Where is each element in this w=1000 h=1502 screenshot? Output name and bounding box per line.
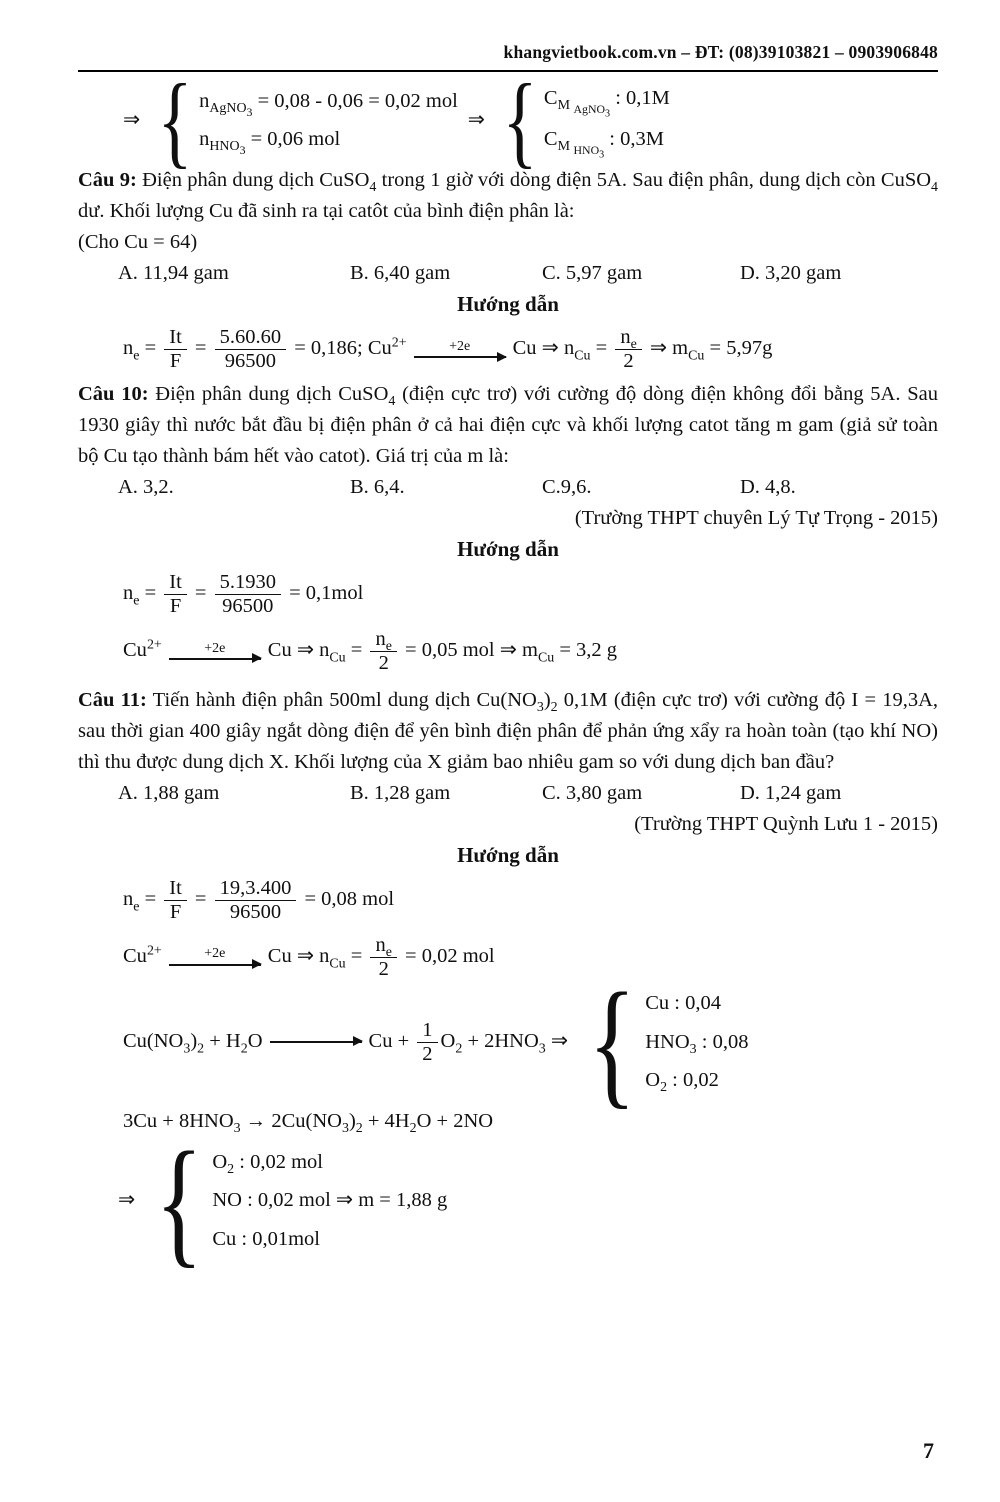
question-10-attribution: (Trường THPT chuyên Lý Tự Trọng - 2015): [574, 507, 938, 530]
equation-line: $C_{M _{HNO_3}}$ : 0,3M: [543, 128, 664, 161]
question-11-solution-line-1: [123, 877, 938, 924]
question-9-note: (Cho Cu = 64): [78, 231, 198, 254]
option-b: B. 1,28 gam: [350, 782, 451, 805]
equation-line: $Cu(NO_3)_2 + H_2O$ Cu + $\frac{1}{2}$ $O_2 + 2HNO_3$ ⇒: [123, 1018, 569, 1065]
question-9-options: [78, 258, 938, 289]
equation-line: Cu : 0,01mol: [212, 1227, 320, 1250]
solution-heading: Hướng dẫn: [457, 537, 559, 562]
page-number: 7: [923, 1438, 934, 1463]
question-10-text: Điện phân dung dịch CuSO$_4$ (điện cực trơ) với cường độ dòng điện không đổi bằng 5A. Sau 1930 giây thì nước bắt đầu bị điện phân ở cả hai điện cực và khối lượng catot tăng m gam (giả sử toàn bộ Cu tạo thành bám hết vào catot). Giá trị của m là:: [78, 383, 938, 468]
question-11-reaction-1: [123, 963, 938, 1122]
question-11-options: [78, 778, 938, 809]
option-c: C. 5,97 gam: [542, 262, 643, 285]
brace-system-products: { Cu : 0,04 $HNO_3$ : 0,08 $O_2$ : 0,02: [588, 963, 749, 1122]
option-c: C. 3,80 gam: [542, 782, 643, 805]
question-11-solution-line-2: [123, 934, 938, 981]
question-11-stem: [78, 685, 938, 778]
question-10-stem: [78, 379, 938, 472]
option-d: D. 1,24 gam: [740, 782, 842, 805]
equation-line: $n_{HNO_3} = 0,06$ mol: [199, 128, 341, 158]
option-b: B. 6,40 gam: [350, 262, 451, 285]
question-11-text: Tiến hành điện phân 500ml dung dịch $Cu(NO_3)_2$ 0,1M (điện cực trơ) với cường độ I = 19,3A, sau thời gian 400 giây ngắt dòng điện để yên bình điện phân để phản ứng xẩy ra hoàn toàn (tạo khí NO) thì thu được dung dịch X. Khối lượng của X giảm bao nhiêu gam so với dung dịch ban đầu?: [78, 689, 938, 774]
question-10-solution-line-2: [123, 628, 938, 675]
equation-line: $3Cu + 8HNO_3 \to 2Cu(NO_3)_2 + 4H_2O + 2NO$: [123, 1109, 494, 1136]
brace-system-result: { $O_2$ : 0,02 mol NO : 0,02 mol ⇒ m = 1,88 g Cu : 0,01mol: [155, 1121, 448, 1280]
equation-line: $O_2$ : 0,02 mol: [212, 1150, 323, 1177]
brace-system-moles: { $n_{AgNO_3} = 0,08 - 0,06 = 0,02$ mol $n_{HNO_3} = 0,06$ mol: [157, 62, 458, 178]
equation-line: $n_e$ = $\frac{It}{F}$ = $\frac{19,3.400}{96500}$ = 0,08 mol: [123, 877, 395, 924]
option-b: B. 6,4.: [350, 476, 405, 499]
solution-heading: Hướng dẫn: [457, 843, 559, 868]
question-10-solution-line-1: [123, 571, 938, 618]
question-9-text: Điện phân dung dịch CuSO$_4$ trong 1 giờ với dòng điện 5A. Sau điện phân, dung dịch còn CuSO$_4$ dư. Khối lượng Cu đã sinh ra tại catôt của bình điện phân là:: [78, 169, 938, 223]
question-11-attribution: (Trường THPT Quỳnh Lưu 1 - 2015): [634, 813, 938, 836]
option-d: D. 3,20 gam: [740, 262, 842, 285]
equation-line: $O_2$ : 0,02: [645, 1069, 719, 1096]
question-11-reaction-2: [123, 1108, 938, 1136]
solution-heading: Hướng dẫn: [457, 292, 559, 317]
option-d: D. 4,8.: [740, 476, 796, 499]
question-11-label: Câu 11:: [78, 689, 147, 712]
question-9-solution: [123, 326, 938, 373]
equation-line: $n_e$ = $\frac{It}{F}$ = $\frac{5.60.60}{96500}$ = 0,186; $Cu^{2+}$ +2e Cu ⇒ $n_{Cu}$ = $\frac{n_e}{2}$ ⇒ $m_{Cu} = 5,97g$: [123, 326, 773, 373]
equation-line: Cu : 0,04: [645, 992, 721, 1014]
option-a: A. 1,88 gam: [118, 782, 220, 805]
option-a: A. 11,94 gam: [118, 262, 229, 285]
implies-symbol: ⇒: [123, 108, 141, 131]
equation-line: $Cu^{2+}$ +2e Cu ⇒ $n_{Cu}$ = $\frac{n_e}{2}$ = 0,02 mol: [123, 934, 495, 981]
question-10-options: [78, 472, 938, 503]
brace-system-concentrations: { $C_{M _{AgNO_3}}$ : 0,1M $C_{M _{HNO_3}}$ : 0,3M: [502, 62, 670, 178]
equation-line: $C_{M _{AgNO_3}}$ : 0,1M: [543, 87, 670, 120]
option-a: A. 3,2.: [118, 476, 174, 499]
equation-line: $n_e$ = $\frac{It}{F}$ = $\frac{5.1930}{96500}$ = 0,1mol: [123, 571, 364, 618]
equation-line: $HNO_3$ : 0,08: [645, 1030, 749, 1057]
intro-derivation: [123, 62, 938, 178]
equation-line: $Cu^{2+}$ +2e Cu ⇒ $n_{Cu}$ = $\frac{n_e}{2}$ = 0,05 mol ⇒ $m_{Cu} = 3,2$ g: [123, 628, 618, 675]
implies-symbol: ⇒: [467, 108, 485, 131]
page-header: khangvietbook.com.vn – ĐT: (08)39103821 – 0903906848: [503, 42, 938, 62]
option-c: C.9,6.: [542, 476, 592, 499]
equation-line: NO : 0,02 mol ⇒ m = 1,88 g: [212, 1189, 448, 1212]
equation-line: $n_{AgNO_3} = 0,08 - 0,06 = 0,02$ mol: [199, 89, 458, 119]
question-10-label: Câu 10:: [78, 383, 149, 406]
question-9-label: Câu 9:: [78, 169, 137, 192]
implies-symbol: ⇒: [118, 1189, 136, 1212]
